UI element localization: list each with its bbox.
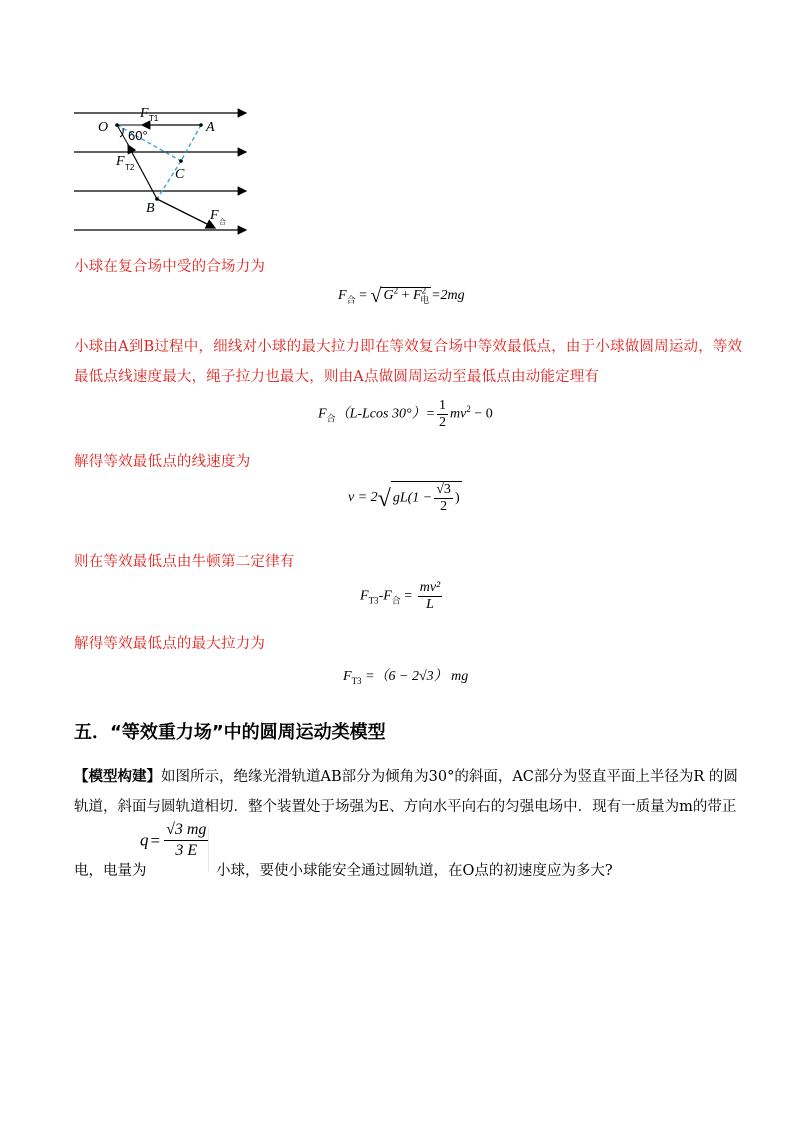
equation-5: $F_{T3} =(6 - 2√3)$ mg (343, 669, 469, 686)
sqrt-content: $G^2 + F^2_电$ (383, 285, 430, 305)
dashed-AC (181, 125, 201, 161)
body-line-1: 【模型构建】如图所示，绝缘光滑轨道AB部分为倾角为30°的斜面，AC部分为竖直平面上半径为R 的圆 (74, 768, 738, 785)
equation-3: v = 2√ gL(1 − $\frac{√3}{2}$ ) (348, 482, 460, 514)
paragraph-5: 解得等效最低点的最大拉力为 (74, 636, 266, 652)
equation-1: $F_合$ = √ $G^2 + F^2_电 =2mg$ (338, 285, 465, 307)
label-Fhe: F (210, 208, 219, 223)
fraction-half: $\frac{1}{2}$ (439, 398, 447, 430)
body-line-3a: 电，电量为 (74, 863, 147, 879)
paragraph-3: 解得等效最低点的线速度为 (74, 454, 251, 470)
equation-4: $F_{T3}-F_合$ = $\frac{\text{mv²}}{L}$ (360, 580, 441, 612)
fraction-mv2-L: $\frac{\text{mv²}}{L}$ (419, 580, 441, 612)
point-C (179, 159, 183, 163)
label-O: O (98, 120, 109, 135)
label-A: A (206, 120, 215, 135)
label-FT1: F (140, 106, 149, 121)
sqrt-content-2: gL(1 − $\frac{√3}{2}$ ) (392, 482, 460, 514)
fraction-sqrt3-2: $\frac{√3}{2}$ (436, 482, 451, 514)
model-bracket-label: 【模型构建】 (74, 768, 161, 785)
section-heading: 五．“等效重力场”中的圆周运动类模型 (74, 722, 386, 743)
label-Fhe-sub: 合 (219, 218, 226, 226)
label-FT2-sub: T2 (125, 163, 135, 172)
Fhe-arrow (157, 199, 215, 228)
paragraph-1: 小球在复合场中受的合场力为 (74, 259, 266, 275)
point-B (155, 197, 159, 201)
label-angle: 60° (128, 128, 148, 143)
paragraph-2-line-2: 最低点线速度最大，绳子拉力也最大，则由A点做圆周运动至最低点由动能定理有 (74, 369, 600, 385)
label-B: B (146, 201, 155, 216)
label-FT2: F (116, 154, 125, 169)
point-A (199, 123, 203, 127)
q-formula-box (208, 828, 209, 872)
sqrt-sign: √ (370, 285, 382, 307)
q-fraction: $\frac{√3 mg}{3 E}$ (166, 821, 207, 859)
body-line-2: 轨道，斜面与圆轨道相切．整个装置处于场强为E、方向水平向右的匀强电场中．现有一质量为m的带正 (74, 799, 737, 815)
paragraph-2-line-1: 小球由A到B过程中，细线对小球的最大拉力即在等效复合场中等效最低点，由于小球做圆周运动，等效 (74, 339, 743, 355)
sqrt-sign-2: √ (377, 486, 391, 513)
paragraph-4: 则在等效最低点由牛顿第二定律有 (74, 554, 295, 570)
label-FT1-sub: T1 (149, 114, 159, 123)
q-formula: q = $\frac{√3 mg}{3 E}$ (140, 821, 207, 859)
body-line-3b: 小球，要使小球能安全通过圆轨道，在O点的初速度应为多大? (216, 863, 613, 879)
equation-2: $F_合(L$-Lcos 30°）= $\frac{1}{2}$ $mv^2 - 0$ (318, 398, 493, 430)
point-O (115, 123, 119, 127)
force-diagram (60, 95, 260, 240)
label-C: C (175, 167, 185, 182)
